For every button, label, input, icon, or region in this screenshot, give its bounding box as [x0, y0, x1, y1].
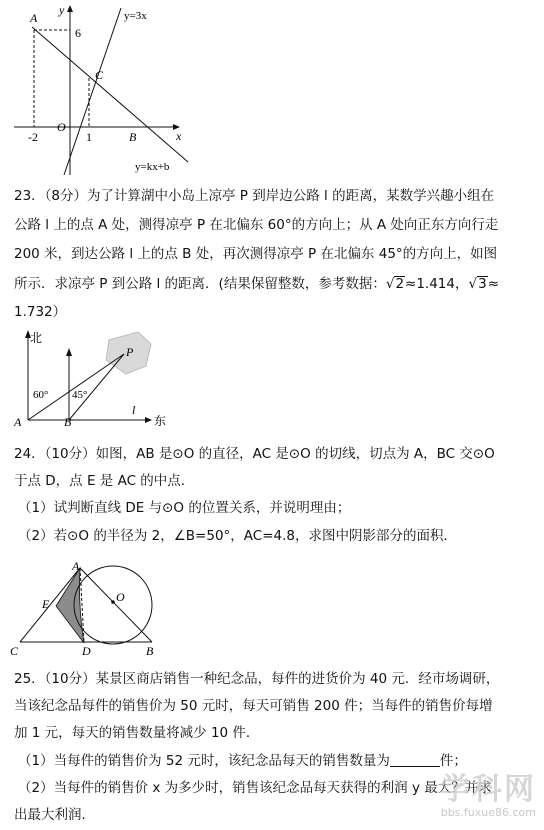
label-point-D: D — [82, 644, 91, 656]
line-y-kx-b — [32, 27, 188, 162]
approx-value-2: ≈ — [487, 276, 500, 292]
label-north: 北 — [30, 331, 43, 345]
watermark — [376, 774, 536, 824]
q23-line-4 — [14, 275, 499, 293]
label-point-A: A — [30, 11, 38, 25]
label-six: 6 — [75, 26, 81, 40]
label-x: x — [176, 129, 182, 143]
line-y-3x — [64, 8, 121, 175]
label-point-C: C — [95, 68, 104, 82]
label-line-kxb: y=kx+b — [135, 161, 170, 173]
label-point-P: P — [126, 345, 134, 359]
label-point-A: A — [14, 415, 22, 428]
q23-line-5: 1.732） — [14, 304, 67, 320]
q25-line-1: 25．（10分）某景区商店销售一种纪念品，每件的进货价为 40 元．经市场调研， — [14, 671, 500, 687]
sqrt-symbol: √ — [468, 276, 478, 292]
label-minus-two: -2 — [28, 130, 38, 144]
q24-line-1: 24．（10分）如图，AB 是⊙O 的直径，AC 是⊙O 的切线，切点为 A，BC 交⊙O — [14, 446, 495, 462]
label-point-E: E — [42, 597, 50, 611]
label-angle-60: 60° — [33, 389, 49, 401]
figure-q23 — [6, 326, 176, 428]
graph-figure-22 — [8, 0, 198, 178]
q23-line-4-text: 所示．求凉亭 P 到公路 l 的距离．(结果保留整数，参考数据： — [14, 276, 386, 292]
segment-AB — [80, 568, 152, 642]
approx-value-1: ≈1.414， — [405, 276, 469, 292]
watermark-url: bbs.fuxue86.com — [440, 806, 536, 819]
answer-blank — [390, 754, 440, 767]
center-O — [111, 600, 115, 604]
q25-line-2: 当该纪念品每件的销售价为 50 元时，每天可销售 200 件；当每件的销售价每增 — [14, 698, 493, 714]
watermark-brand: 学科网 — [440, 772, 536, 807]
east-arrow — [145, 417, 152, 423]
figure-q24 — [6, 556, 181, 656]
q23-line-1: 23．（8分）为了计算湖中小岛上凉亭 P 到岸边公路 l 的距离，某数学兴趣小组在 — [14, 188, 495, 204]
q25-line-4 — [18, 752, 467, 770]
circle-O — [74, 566, 152, 644]
label-line-l: l — [132, 403, 136, 417]
sqrt-symbol: √ — [385, 276, 395, 292]
q25-line-6: 出最大利润． — [14, 807, 95, 823]
label-point-B: B — [146, 644, 154, 656]
q25-line-4-suffix: 件； — [439, 753, 467, 769]
label-point-A: A — [72, 559, 80, 573]
shaded-region — [56, 568, 84, 643]
label-origin-O: O — [57, 120, 66, 134]
label-point-B: B — [64, 415, 72, 428]
q23-line-3: 200 米，到达公路 l 上的点 B 处，再次测得凉亭 P 在北偏东 45°的方向上，如图 — [14, 246, 498, 262]
label-point-B: B — [129, 130, 137, 144]
label-angle-45: 45° — [72, 389, 88, 401]
label-line-y3x: y=3x — [124, 10, 147, 22]
label-point-O: O — [116, 590, 125, 604]
q25-line-3: 加 1 元，每天的销售数量将减少 10 件． — [14, 725, 260, 741]
label-y: y — [59, 3, 65, 17]
q25-line-4-text: （1）当每件的销售价为 52 元时，该纪念品每天的销售数量为 — [18, 753, 390, 769]
label-east: 东 — [154, 414, 167, 428]
line-A-to-P — [28, 354, 124, 420]
line-B-to-P — [69, 354, 124, 420]
sqrt-2: 2 — [395, 276, 405, 292]
label-point-C: C — [10, 644, 19, 656]
q24-line-4: （2）若⊙O 的半径为 2，∠B=50°，AC=4.8，求图中阴影部分的面积． — [18, 528, 458, 544]
q25-line-5: （2）当每件的销售价 x 为多少时，销售该纪念品每天获得的利润 y 最大？并求 — [18, 780, 492, 796]
q24-line-2: 于点 D，点 E 是 AC 的中点． — [14, 473, 195, 489]
y-axis-arrow — [67, 5, 73, 12]
label-one: 1 — [86, 130, 92, 144]
q23-line-2: 公路 l 上的点 A 处，测得凉亭 P 在北偏东 60°的方向上；从 A 处向正东方向行走 — [14, 217, 499, 233]
north-arrow-B — [66, 348, 72, 356]
sqrt-3: 3 — [478, 276, 487, 292]
q24-line-3: （1）试判断直线 DE 与⊙O 的位置关系，并说明理由； — [18, 500, 351, 516]
